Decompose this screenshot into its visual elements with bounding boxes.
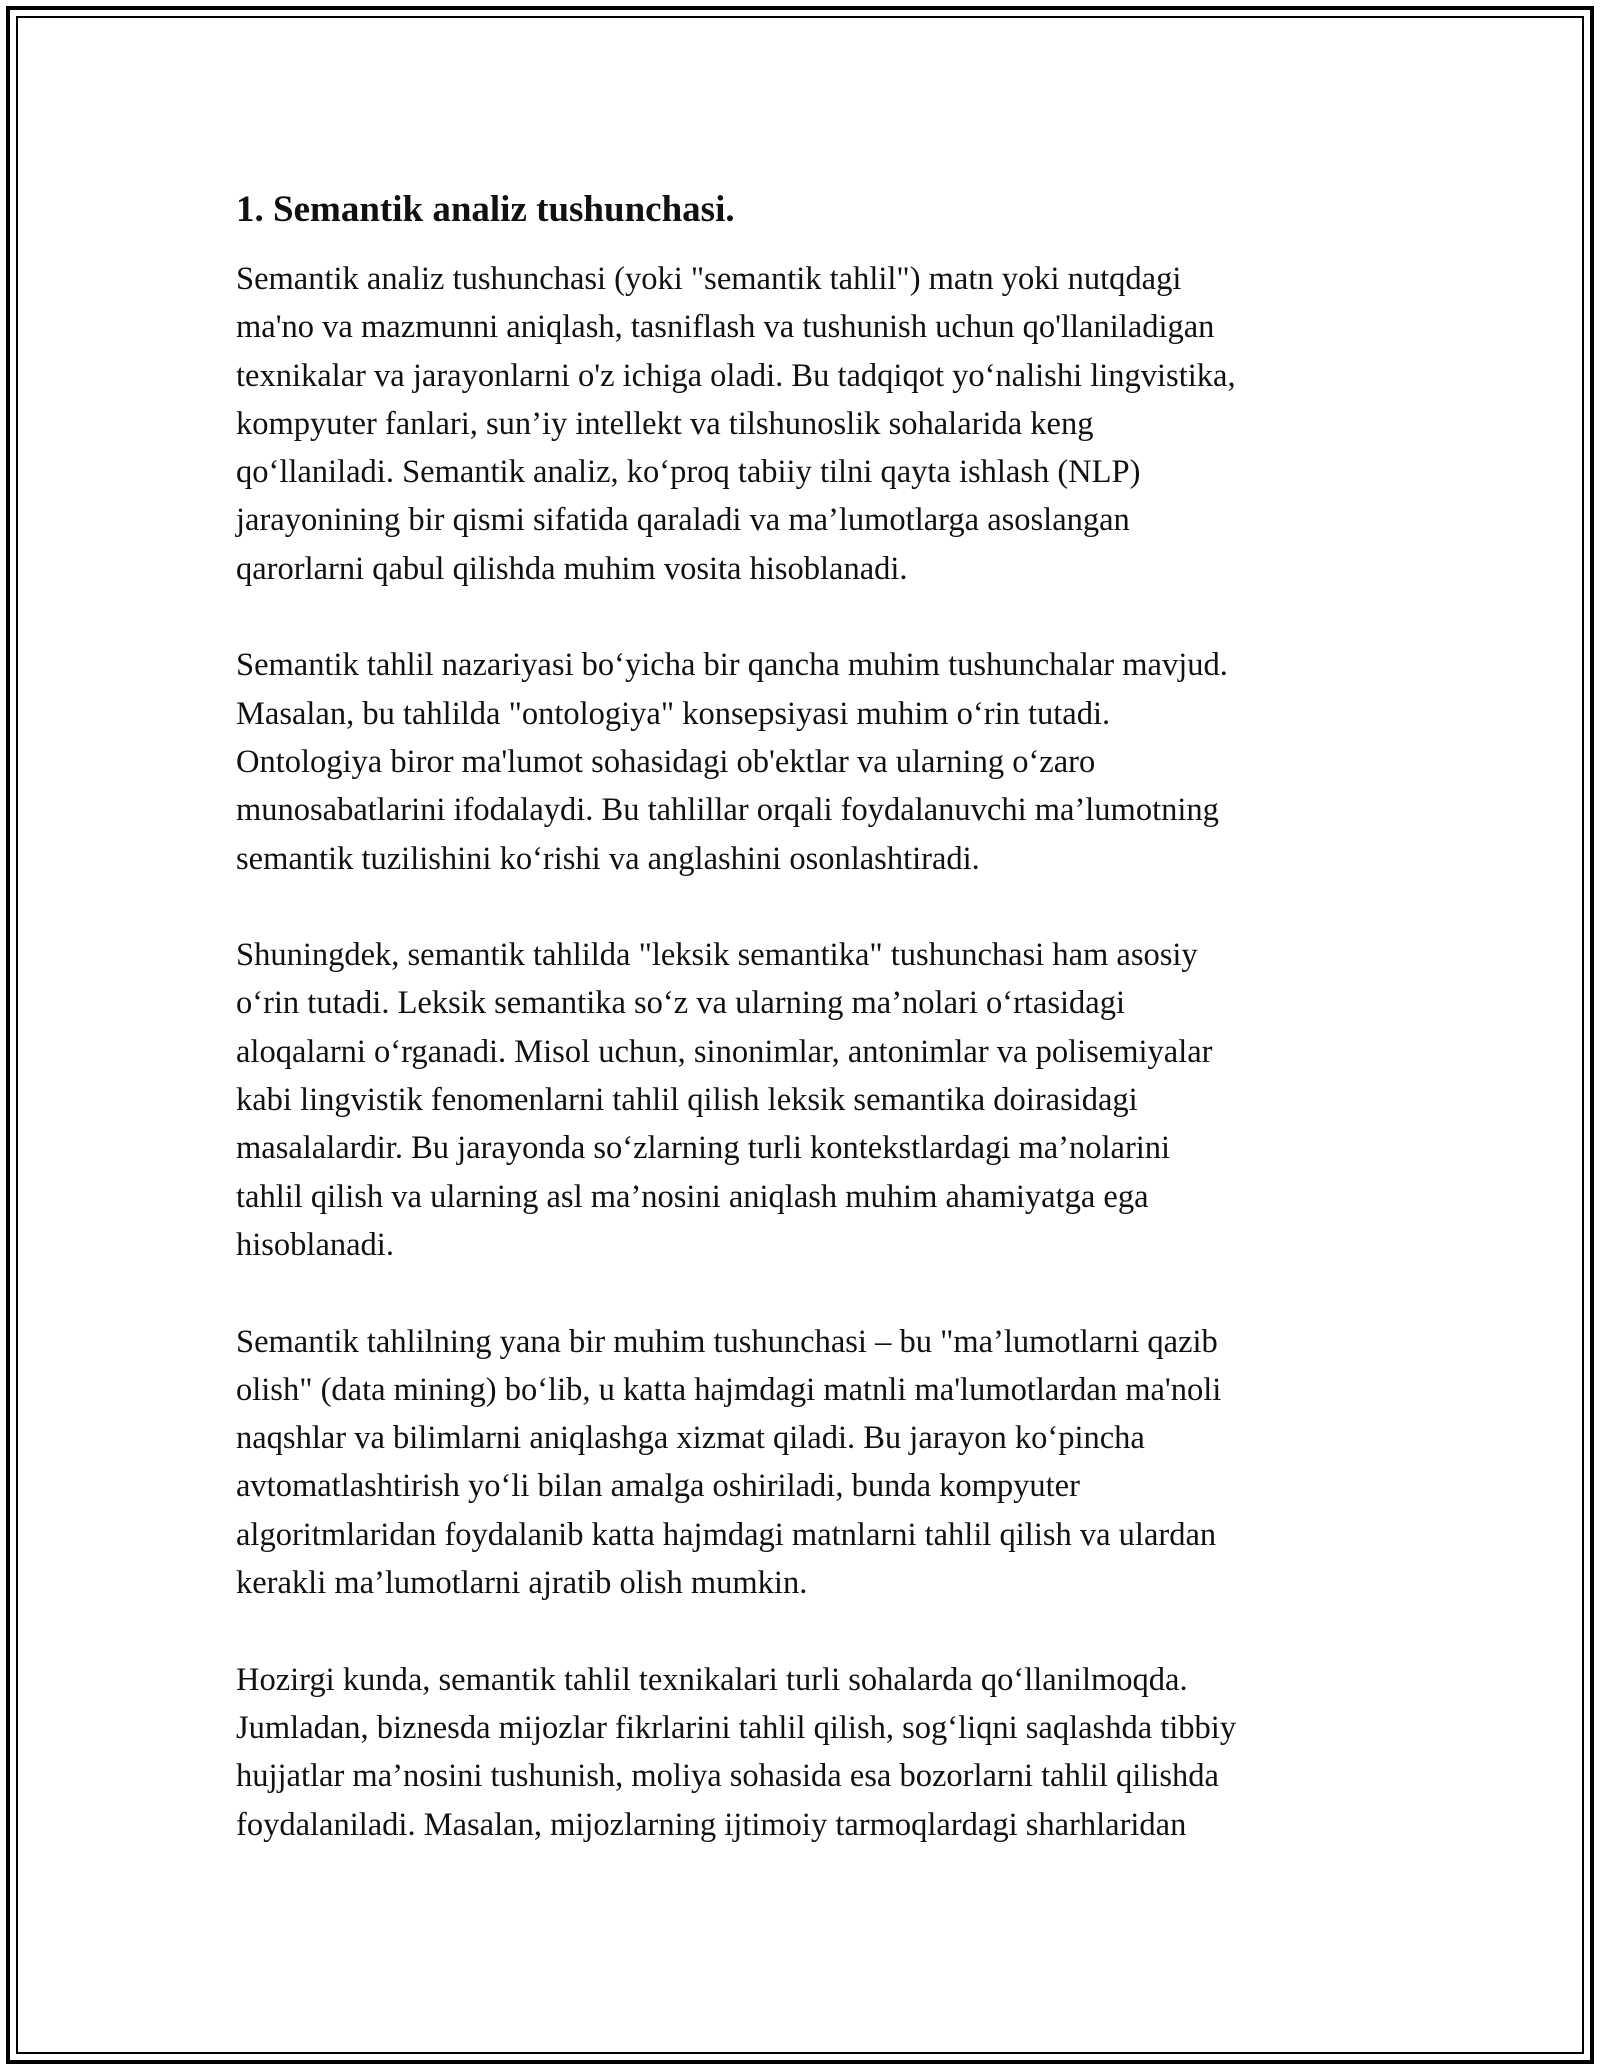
text-line: jarayonining bir qismi sifatida qaraladi va ma’lumotlarga asoslangan	[236, 502, 1130, 539]
text-line: hisoblanadi.	[236, 1226, 394, 1263]
text-line: semantik tuzilishini ko‘rishi va anglashini osonlashtiradi.	[236, 840, 980, 877]
text-line: qo‘llaniladi. Semantik analiz, ko‘proq tabiiy tilni qayta ishlash (NLP)	[236, 454, 1141, 491]
text-line: masalalardir. Bu jarayonda so‘zlarning turli kontekstlardagi ma’nolarini	[236, 1130, 1171, 1167]
text-line: o‘rin tutadi. Leksik semantika so‘z va ularning ma’nolari o‘rtasidagi	[236, 985, 1125, 1022]
text-line: kabi lingvistik fenomenlarni tahlil qilish leksik semantika doirasidagi	[236, 1082, 1138, 1119]
text-line: avtomatlashtirish yo‘li bilan amalga oshiriladi, bunda kompyuter	[236, 1468, 1080, 1505]
text-line: algoritmlaridan foydalanib katta hajmdagi matnlarni tahlil qilish va ulardan	[236, 1516, 1217, 1553]
paragraph-4	[236, 1318, 1381, 1608]
text-line: naqshlar va bilimlarni aniqlashga xizmat qiladi. Bu jarayon ko‘pincha	[236, 1420, 1145, 1457]
text-line: kerakli ma’lumotlarni ajratib olish mumkin.	[236, 1565, 808, 1602]
text-line: tahlil qilish va ularning asl ma’nosini aniqlash muhim ahamiyatga ega	[236, 1178, 1149, 1215]
paragraph-3	[236, 931, 1381, 1269]
text-line: Ontologiya biror ma'lumot sohasidagi ob'ektlar va ularning o‘zaro	[236, 743, 1096, 780]
text-line: olish" (data mining) bo‘lib, u katta hajmdagi matnli ma'lumotlardan ma'noli	[236, 1371, 1222, 1408]
text-line: foydalaniladi. Masalan, mijozlarning ijtimoiy tarmoqlardagi sharhlaridan	[236, 1806, 1187, 1843]
text-line: Jumladan, biznesda mijozlar fikrlarini tahlil qilish, sog‘liqni saqlashda tibbiy	[236, 1709, 1237, 1746]
text-line: Masalan, bu tahlilda "ontologiya" konsepsiyasi muhim o‘rin tutadi.	[236, 695, 1111, 732]
text-line: munosabatlarini ifodalaydi. Bu tahlillar orqali foydalanuvchi ma’lumotning	[236, 792, 1219, 829]
text-line: aloqalarni o‘rganadi. Misol uchun, sinonimlar, antonimlar va polisemiyalar	[236, 1033, 1213, 1070]
document-body	[236, 185, 1381, 1897]
text-line: kompyuter fanlari, sun’iy intellekt va tilshunoslik sohalarida keng	[236, 405, 1094, 442]
paragraph-5	[236, 1656, 1381, 1849]
text-line: Semantik tahlil nazariyasi bo‘yicha bir qancha muhim tushunchalar mavjud.	[236, 647, 1228, 684]
text-line: Shuningdek, semantik tahlilda "leksik semantika" tushunchasi ham asosiy	[236, 937, 1198, 974]
text-line: hujjatlar ma’nosini tushunish, moliya sohasida esa bozorlarni tahlil qilishda	[236, 1758, 1219, 1795]
paragraph-1	[236, 255, 1381, 593]
text-line: qarorlarni qabul qilishda muhim vosita hisoblanadi.	[236, 550, 908, 587]
text-line: Hozirgi kunda, semantik tahlil texnikalari turli sohalarda qo‘llanilmoqda.	[236, 1661, 1188, 1698]
text-line: ma'no va mazmunni aniqlash, tasniflash va tushunish uchun qo'llaniladigan	[236, 309, 1215, 346]
page-title: 1. Semantik analiz tushunchasi.	[236, 189, 735, 230]
paragraph-2	[236, 641, 1381, 882]
text-line: texnikalar va jarayonlarni o'z ichiga oladi. Bu tadqiqot yo‘nalishi lingvistika,	[236, 357, 1236, 394]
text-line: Semantik tahlilning yana bir muhim tushunchasi – bu "ma’lumotlarni qazib	[236, 1323, 1218, 1360]
text-line: Semantik analiz tushunchasi (yoki "semantik tahlil") matn yoki nutqdagi	[236, 261, 1182, 297]
